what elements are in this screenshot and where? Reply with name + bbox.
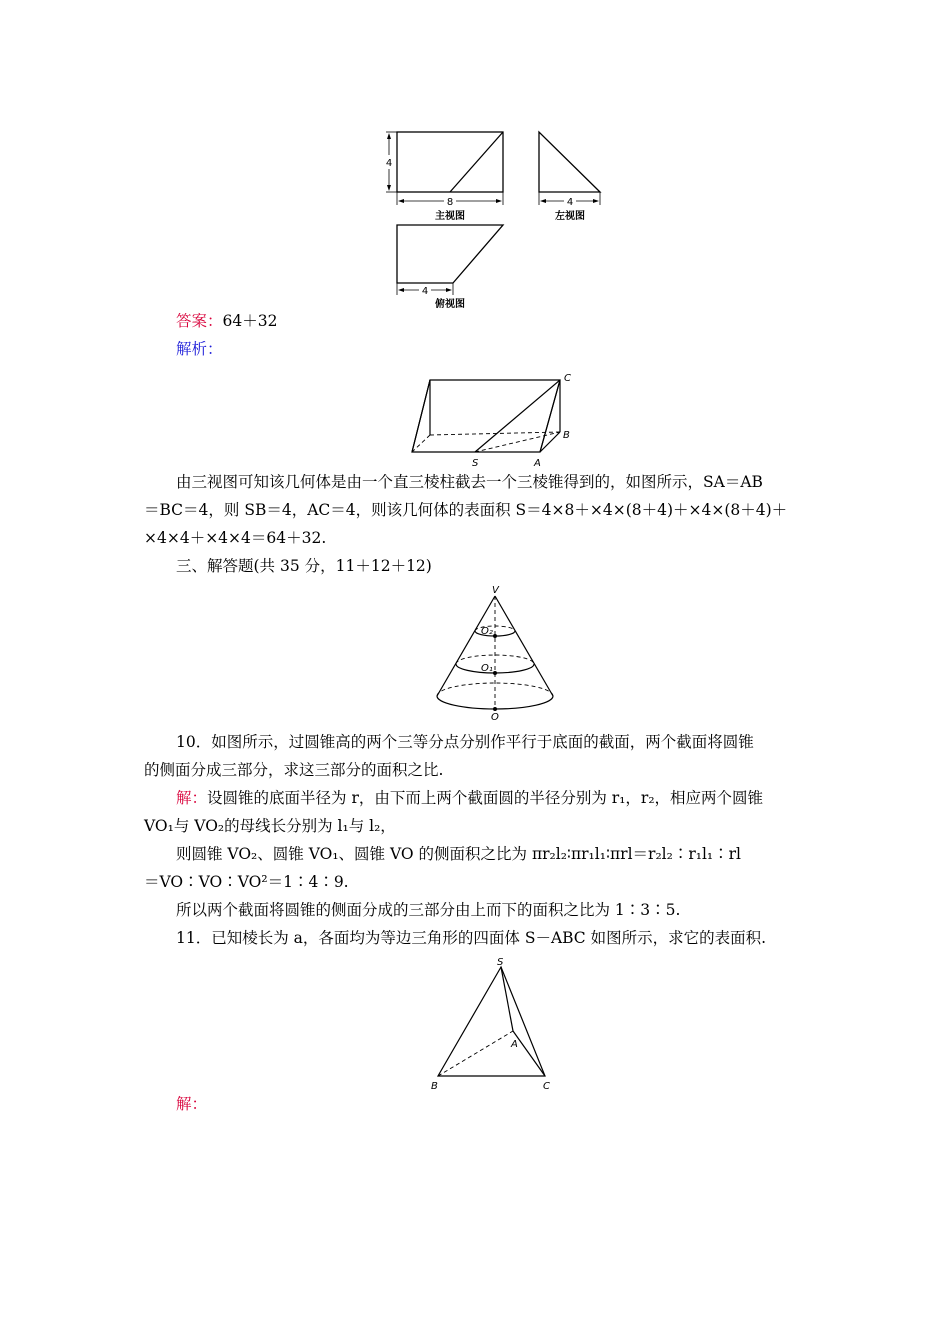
answer-line xyxy=(176,311,277,331)
tetra-point-a-label: A xyxy=(511,1039,518,1050)
tetra-point-s-label: S xyxy=(497,957,504,968)
front-view-diagonal xyxy=(450,132,503,192)
cone-point-o1-label: O₁ xyxy=(481,663,493,674)
point-a-label: A xyxy=(534,458,541,469)
dim-height-label: 4 xyxy=(385,158,393,169)
three-view-figure xyxy=(370,125,610,310)
q11-stem: 11．已知棱长为 a，各面均为等边三角形的四面体 S－ABC 如图所示，求它的表面积. xyxy=(176,929,767,947)
q10-solution-label: 解： xyxy=(176,789,208,807)
q11-solution-label: 解： xyxy=(176,1095,208,1113)
point-b-label: B xyxy=(563,430,570,441)
front-view-rect xyxy=(397,132,503,192)
answer-label: 答案： xyxy=(176,312,223,330)
cone-point-o2-label: O₂ xyxy=(481,626,493,637)
dim-front-width-label: 8 xyxy=(446,197,454,208)
point-s-label: S xyxy=(472,458,479,469)
point-c-label: C xyxy=(564,373,571,384)
q10-solution-line-1 xyxy=(176,788,763,808)
q10-solution-line-3: 则圆锥 VO₂、圆锥 VO₁、圆锥 VO 的侧面积之比为 πr₂l₂∶πr₁l₁∶πrl＝r₂l₂∶r₁l₁∶rl xyxy=(176,845,741,863)
side-view-triangle xyxy=(539,132,600,192)
prism-figure xyxy=(400,370,590,470)
tetrahedron-figure xyxy=(425,955,560,1095)
q10-solution-line-4: ＝VO∶VO∶VO²＝1∶4∶9. xyxy=(144,873,349,891)
side-view-label: 左视图 xyxy=(555,211,585,222)
tetra-point-c-label: C xyxy=(543,1081,550,1092)
tetra-point-b-label: B xyxy=(431,1081,438,1092)
dim-side-width-label: 4 xyxy=(566,197,574,208)
q9-analysis-line-2: ＝BC＝4，则 SB＝4，AC＝4，则该几何体的表面积 S＝4×8＋×4×(8＋4)＋×4×(8＋4)＋ xyxy=(144,501,788,519)
top-view-label: 俯视图 xyxy=(435,299,465,310)
q10-solution-line-5: 所以两个截面将圆锥的侧面分成的三部分由上而下的面积之比为 1∶3∶5. xyxy=(176,901,681,919)
cone-figure xyxy=(430,582,560,722)
analysis-label: 解析： xyxy=(176,340,223,358)
answer-value: 64＋32 xyxy=(222,312,278,330)
top-view-shape xyxy=(397,225,503,283)
q10-solution-text-1: 设圆锥的底面半径为 r，由下而上两个截面圆的半径分别为 r₁，r₂，相应两个圆锥 xyxy=(207,789,764,807)
section-heading: 三、解答题(共 35 分，11＋12＋12) xyxy=(176,557,432,575)
q10-solution-line-2: VO₁与 VO₂的母线长分别为 l₁与 l₂， xyxy=(144,817,396,835)
q9-analysis-line-1: 由三视图可知该几何体是由一个直三棱柱截去一个三棱锥得到的，如图所示，SA＝AB xyxy=(176,473,763,491)
q9-analysis-line-3: ×4×4＋×4×4＝64＋32. xyxy=(144,529,327,547)
cone-point-v-label: V xyxy=(492,585,499,596)
dim-top-width-label: 4 xyxy=(421,286,429,297)
cone-point-o-label: O xyxy=(491,712,499,722)
q10-stem-line-1: 10．如图所示，过圆锥高的两个三等分点分别作平行于底面的截面，两个截面将圆锥 xyxy=(176,733,754,751)
front-view-label: 主视图 xyxy=(435,211,465,222)
q10-stem-line-2: 的侧面分成三部分，求这三部分的面积之比. xyxy=(144,761,444,779)
